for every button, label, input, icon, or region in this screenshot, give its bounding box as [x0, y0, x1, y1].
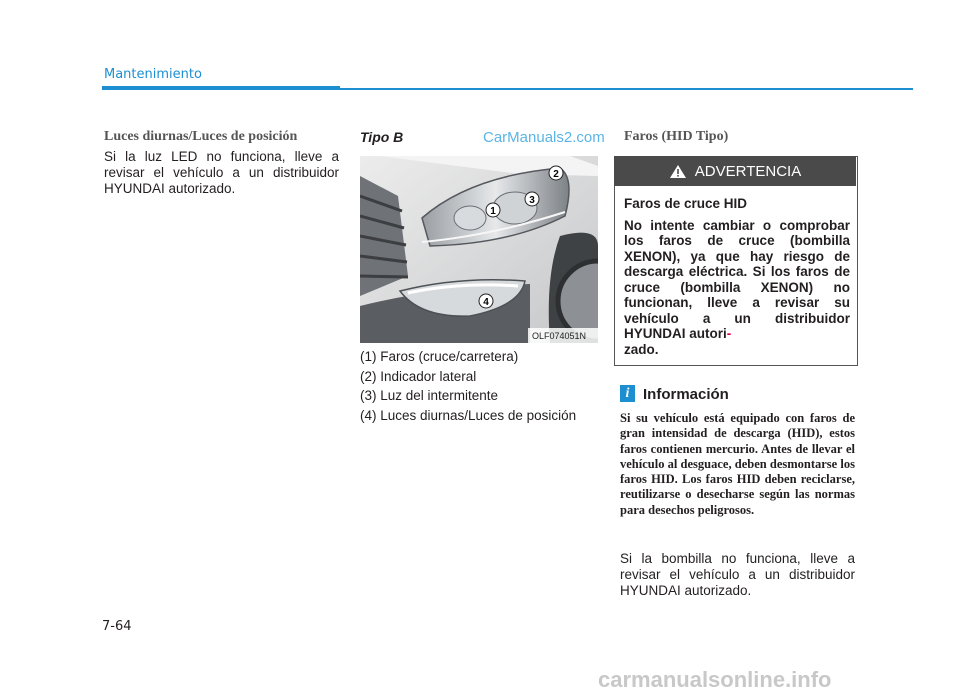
callout-1: 1	[490, 206, 496, 217]
watermark-top: CarManuals2.com	[483, 129, 605, 146]
section-title: Mantenimiento	[104, 67, 202, 82]
warning-header	[614, 156, 856, 186]
type-b-title: Tipo B	[360, 129, 404, 145]
watermark-bottom: carmanualsonline.info	[598, 667, 832, 692]
page-number: 7-64	[102, 619, 132, 634]
warning-text	[624, 218, 850, 358]
list-item: (4) Luces diurnas/Luces de posición	[360, 407, 577, 423]
header-rule	[340, 88, 913, 90]
info-text: Si su vehículo está equipado con faros de gran intensidad de descarga (HID), estos faros contienen mercurio. Antes de llevar el vehículo al desguace, deben desmontarse los faros HID. Los faros HID deben reciclarse, reutilizarse o desecharse según las normas para desechos peligrosos.	[620, 411, 855, 517]
figure-code: OLF074051N	[532, 331, 587, 341]
warning-text-main: No intente cambiar o comprobar los faros de cruce (bombilla XENON), ya que hay riesgo de descarga eléctrica. Si los faros de cruce (bombilla XENON) no funcionan, lleve a revisar su vehículo a un distribuidor HYUNDAI autori-	[624, 217, 850, 341]
hid-heading: Faros (HID Tipo)	[624, 129, 729, 144]
parts-list	[360, 347, 576, 425]
info-icon: i	[620, 385, 635, 402]
callout-2: 2	[553, 169, 559, 180]
warning-label: ADVERTENCIA	[694, 162, 802, 180]
drl-heading: Luces diurnas/Luces de posición	[104, 129, 298, 144]
headlamp-figure	[360, 156, 598, 343]
header-rule-accent	[102, 86, 340, 90]
callout-3: 3	[529, 195, 535, 206]
list-item: (3) Luz del intermitente	[360, 388, 499, 403]
info-title: Información	[643, 386, 729, 403]
warning-triangle-icon	[669, 164, 687, 179]
drl-text: Si la luz LED no funciona, lleve a revisar el vehículo a un distribuidor HYUNDAI autorizado.	[104, 149, 339, 196]
list-item: (1) Faros (cruce/carretera)	[360, 349, 519, 364]
car-front-illustration	[360, 156, 598, 343]
warning-content	[624, 196, 850, 357]
warning-title: Faros de cruce HID	[624, 196, 748, 211]
hid-bulb-text: Si la bombilla no funciona, lleve a revisar el vehículo a un distribuidor HYUNDAI autorizado.	[620, 551, 855, 598]
list-item: (2) Indicador lateral	[360, 368, 477, 384]
warning-text-end: zado.	[624, 341, 659, 357]
callout-4: 4	[483, 297, 489, 308]
